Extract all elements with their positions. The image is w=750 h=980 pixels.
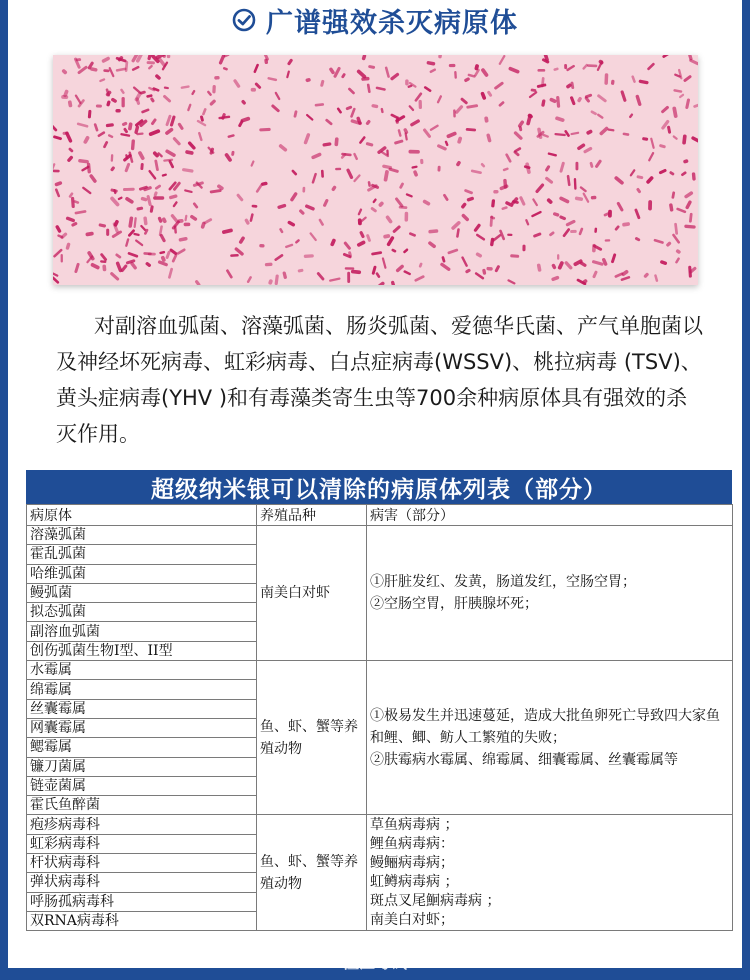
table-header-row [27, 505, 733, 526]
bacteria-cell [537, 69, 545, 72]
pathogen-cell: 镰刀菌属 [27, 757, 257, 776]
content-panel [8, 0, 742, 968]
bacteria-cell [147, 61, 155, 64]
disease-line: 鳗鲡病毒病； [370, 854, 454, 871]
pathogen-table-section [26, 470, 732, 928]
pathogen-cell: 溶藻弧菌 [27, 526, 257, 545]
header-disease: 病害（部分） [367, 505, 733, 526]
disease-line: 南美白对虾； [370, 911, 454, 928]
pathogen-cell: 水霉属 [27, 661, 257, 680]
bacteria-cell [604, 73, 608, 85]
bacteria-cell [564, 64, 567, 69]
bacteria-cell [265, 263, 273, 267]
bacteria-cell [522, 245, 525, 252]
pathogen-cell: 鳃霉属 [27, 738, 257, 757]
disease-line: ①极易发生并迅速蔓延，造成大批鱼卵死亡导致四大家鱼和鲤、鲫、鲂人工繁殖的失败； [370, 707, 720, 746]
bacteria-cell [153, 196, 164, 200]
bacteria-cell [212, 85, 216, 94]
section-title: 广谱强效杀灭病原体 [266, 7, 518, 39]
bacteria-cell [386, 149, 389, 155]
disease-line: 斑点叉尾鮰病毒病 ； [370, 892, 501, 909]
bacteria-cell [259, 244, 264, 248]
disease-line: 虹鳟病毒病 ； [370, 873, 459, 890]
disease-line: ②肤霉病水霉属、绵霉属、细囊霉属、丝囊霉属等 [370, 751, 678, 768]
description-paragraph [56, 308, 706, 452]
header-pathogen: 病原体 [27, 505, 257, 526]
bacteria-cell [557, 254, 559, 260]
table-row [27, 526, 733, 545]
pathogen-cell: 双RNA病毒科 [27, 911, 257, 930]
host-cell: 鱼、虾、蟹等养殖动物 [257, 661, 367, 815]
disease-cell [367, 815, 733, 931]
bacteria-cell [648, 200, 652, 210]
bacteria-cell [335, 168, 341, 170]
pathogen-cell: 虹彩病毒科 [27, 834, 257, 853]
table-row [27, 815, 733, 834]
section-heading [8, 0, 742, 40]
pathogen-cell: 网囊霉属 [27, 718, 257, 737]
pathogen-cell: 疱疹病毒科 [27, 815, 257, 834]
disease-cell [367, 526, 733, 661]
table-title: 超级纳米银可以清除的病原体列表（部分） [26, 470, 732, 504]
bacteria-cell [570, 230, 577, 233]
bacteria-cell [405, 79, 409, 85]
bacteria-cell [321, 170, 324, 178]
disease-cell [367, 661, 733, 815]
bacteria-cell [61, 254, 63, 262]
bacteria-cell [608, 210, 612, 218]
description-text: 对副溶血弧菌、溶藻弧菌、肠炎弧菌、爱德华氏菌、产气单胞菌以及神经坏死病毒、虹彩病毒、白点症病毒(WSSV)、桃拉病毒 (TSV)、黄头症病毒(YHV )和有毒藻类寄生虫等700余种病原体具有强效的杀灭作用。 [56, 314, 703, 446]
pathogen-cell: 杆状病毒科 [27, 854, 257, 873]
bacteria-cell [111, 154, 114, 162]
disease-line: 鲤鱼病毒病： [370, 835, 454, 852]
bacteria-cell [302, 187, 305, 193]
bacteria-cell [605, 239, 611, 241]
pathogen-table [26, 504, 733, 931]
disease-line: ①肝脏发红、发黄，肠道发红，空肠空胃； [370, 574, 636, 591]
bacteria-cell [404, 212, 408, 222]
bacteria-micrograph [53, 55, 698, 285]
host-cell: 南美白对虾 [257, 526, 367, 661]
table-row [27, 661, 733, 680]
pathogen-cell: 丝囊霉属 [27, 699, 257, 718]
bacteria-cell [123, 188, 135, 191]
bacteria-cell [486, 267, 493, 271]
check-circle-icon [232, 8, 256, 32]
bacteria-cell [449, 64, 456, 67]
bacteria-cell [408, 150, 419, 154]
header-host: 养殖品种 [257, 505, 367, 526]
pathogen-cell: 弹状病毒科 [27, 873, 257, 892]
bacteria-cell [122, 97, 125, 107]
disease-line: ②空肠空胃，肝胰腺坏死； [370, 596, 538, 613]
bacteria-cell [437, 166, 440, 172]
pathogen-cell: 拟态弧菌 [27, 603, 257, 622]
footer-watermark: 渔医考试 [342, 953, 407, 972]
bacteria-cell [507, 234, 512, 236]
bacteria-cell [304, 254, 314, 258]
pathogen-cell: 霍乱弧菌 [27, 545, 257, 564]
bacteria-cell [251, 88, 256, 92]
bacteria-cell [510, 254, 519, 258]
bacteria-cell [453, 109, 456, 117]
pathogen-cell: 霍氏鱼醉菌 [27, 796, 257, 815]
bacteria-cell [53, 170, 60, 173]
bacteria-cell [184, 223, 191, 227]
bacteria-cell [419, 100, 423, 109]
bacteria-cell [115, 109, 120, 113]
pathogen-cell: 副溶血弧菌 [27, 622, 257, 641]
host-cell: 鱼、虾、蟹等养殖动物 [257, 815, 367, 931]
bacteria-cell [587, 64, 597, 67]
pathogen-cell: 鳗弧菌 [27, 583, 257, 602]
table-body [27, 526, 733, 931]
bacteria-cell [259, 128, 271, 132]
bacteria-cell [345, 267, 355, 269]
bacteria-cell [96, 104, 102, 107]
pathogen-cell: 链壶菌属 [27, 776, 257, 795]
bacteria-cell [575, 162, 578, 171]
pathogen-cell: 绵霉属 [27, 680, 257, 699]
disease-line: 草鱼病毒病 ； [370, 816, 459, 833]
pathogen-cell: 创伤弧菌生物I型、II型 [27, 641, 257, 660]
pathogen-cell: 哈维弧菌 [27, 564, 257, 583]
bacteria-cell [230, 254, 239, 257]
bacteria-cell [347, 272, 350, 283]
bacteria-cell [143, 252, 152, 255]
bacteria-cell [106, 229, 109, 236]
bacteria-cell [493, 190, 498, 194]
pathogen-cell: 呼肠孤病毒科 [27, 892, 257, 911]
